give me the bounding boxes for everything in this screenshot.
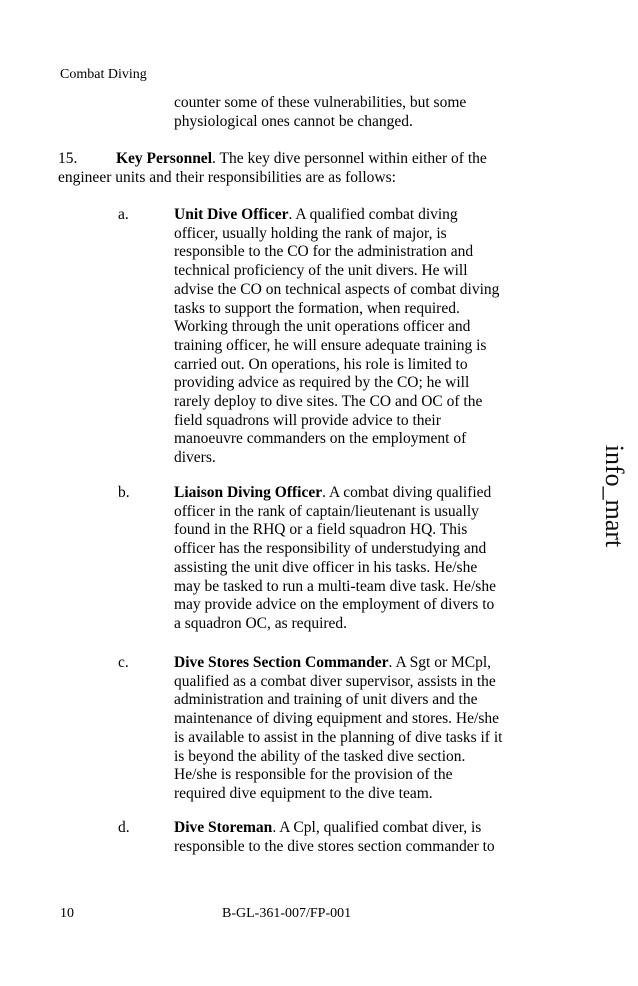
item-body bbox=[174, 654, 534, 804]
item-heading: Dive Stores Section Commander bbox=[174, 654, 389, 671]
item-text: . A Sgt or MCpl, bbox=[388, 654, 492, 671]
item-line: is available to assist in the planning of dive tasks if it bbox=[174, 728, 503, 746]
item-line: maintenance of diving equipment and stores. He/she bbox=[174, 710, 499, 728]
item-line: field squadrons will provide advice to their bbox=[174, 411, 441, 429]
item-line: qualified as a combat diver supervisor, assists in the bbox=[174, 672, 496, 690]
page-number: 10 bbox=[60, 906, 74, 921]
item-line: may be tasked to run a multi-team dive task. He/she bbox=[174, 577, 496, 595]
item-line: training officer, he will ensure adequate training is bbox=[174, 336, 487, 354]
item-body bbox=[174, 484, 534, 634]
item-heading: Dive Storeman bbox=[174, 819, 273, 836]
watermark-text: info_mart bbox=[600, 444, 629, 548]
item-line: rarely deploy to dive sites. The CO and OC of the bbox=[174, 393, 483, 411]
item-text: . A qualified combat diving bbox=[288, 206, 458, 223]
item-letter: c. bbox=[118, 654, 129, 671]
item-body bbox=[174, 819, 534, 856]
item-letter: b. bbox=[118, 484, 130, 501]
item-letter: a. bbox=[118, 206, 129, 223]
item-line: advise the CO on technical aspects of combat diving bbox=[174, 280, 500, 298]
item-line: found in the RHQ or a field squadron HQ. This bbox=[174, 521, 468, 539]
item-line: technical proficiency of the unit divers. He will bbox=[174, 262, 468, 280]
item-line: a squadron OC, as required. bbox=[174, 614, 348, 632]
item-text: . A Cpl, qualified combat diver, is bbox=[272, 819, 482, 836]
item-line: administration and training of unit divers and the bbox=[174, 691, 478, 709]
paragraph-text: . The key dive personnel within either of the bbox=[212, 150, 487, 167]
item-line: assisting the unit dive officer in his tasks. He/she bbox=[174, 558, 478, 576]
continuation-line: counter some of these vulnerabilities, but some bbox=[174, 94, 467, 111]
document-code: B-GL-361-007/FP-001 bbox=[222, 906, 352, 921]
item-line: responsible to the CO for the administration and bbox=[174, 243, 474, 261]
continuation-line: physiological ones cannot be changed. bbox=[174, 112, 413, 130]
item-letter: d. bbox=[118, 819, 130, 836]
item-line: He/she is responsible for the provision of the bbox=[174, 766, 453, 784]
item-line: providing advice as required by the CO; he will bbox=[174, 374, 470, 392]
item-line: divers. bbox=[174, 449, 216, 467]
item-line: required dive equipment to the dive team. bbox=[174, 784, 433, 802]
item-heading: Unit Dive Officer bbox=[174, 206, 289, 223]
paragraph-text-line2: engineer units and their responsibilities are as follows: bbox=[58, 168, 396, 186]
item-line: is beyond the ability of the tasked dive section. bbox=[174, 747, 466, 765]
paragraph-15 bbox=[58, 150, 538, 187]
item-text: . A combat diving qualified bbox=[322, 484, 492, 501]
item-line: manoeuvre commanders on the employment of bbox=[174, 430, 467, 448]
item-line: officer, usually holding the rank of major, is bbox=[174, 224, 447, 242]
item-line: Working through the unit operations officer and bbox=[174, 318, 471, 336]
item-line: tasks to support the formation, when required. bbox=[174, 299, 460, 317]
item-heading: Liaison Diving Officer bbox=[174, 484, 323, 501]
item-line: officer has the responsibility of understudying and bbox=[174, 540, 487, 558]
paragraph-heading: Key Personnel bbox=[116, 150, 212, 167]
item-line: officer in the rank of captain/lieutenant is usually bbox=[174, 502, 479, 520]
item-line: responsible to the dive stores section commander to bbox=[174, 837, 495, 855]
item-line: may provide advice on the employment of divers to bbox=[174, 596, 495, 614]
item-line: carried out. On operations, his role is limited to bbox=[174, 355, 468, 373]
item-body bbox=[174, 206, 534, 468]
running-header: Combat Diving bbox=[60, 67, 147, 82]
watermark bbox=[596, 446, 632, 546]
continuation-text bbox=[174, 94, 534, 131]
paragraph-number: 15. bbox=[58, 150, 78, 167]
